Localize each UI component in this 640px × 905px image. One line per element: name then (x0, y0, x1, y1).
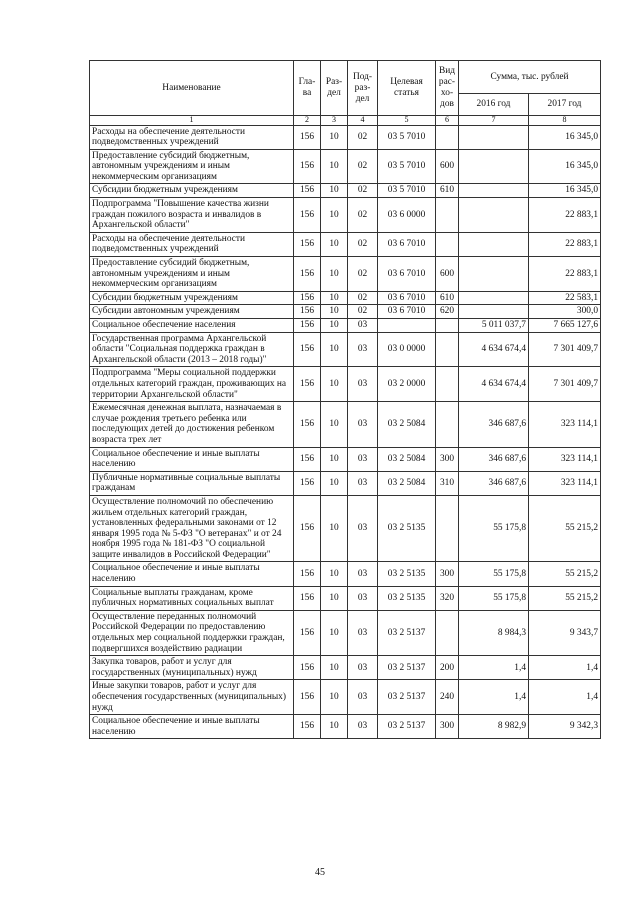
row-name: Осуществление полномочий по обеспечению жильем отдельных категорий граждан, установленных федеральными законами от 12 января 1995 года № 5-ФЗ "О ветеранах" и от 24 ноября 1995 года № 181-ФЗ "О социальной защите инвалидов в Российской Федерации" (90, 495, 294, 562)
row-target-article: 03 2 0000 (378, 367, 436, 402)
header-year-2017: 2017 год (529, 94, 601, 116)
row-razdel: 10 (321, 319, 348, 333)
row-glava: 156 (294, 447, 321, 471)
row-sum-2017: 323 114,1 (529, 471, 601, 495)
row-name: Субсидии бюджетным учреждениям (90, 291, 294, 305)
row-razdel: 10 (321, 367, 348, 402)
table-row (90, 125, 601, 149)
row-glava: 156 (294, 402, 321, 447)
row-name: Ежемесячная денежная выплата, назначаемая в случае рождения третьего ребенка или последующих детей до достижения ребенком возраста трех лет (90, 402, 294, 447)
row-glava: 156 (294, 232, 321, 256)
row-target-article (378, 319, 436, 333)
table-row (90, 257, 601, 292)
row-podrazdel: 03 (348, 680, 378, 715)
row-expense-type (436, 367, 459, 402)
row-glava: 156 (294, 471, 321, 495)
row-target-article: 03 0 0000 (378, 332, 436, 367)
row-expense-type: 600 (436, 149, 459, 184)
header-year-2016: 2016 год (459, 94, 529, 116)
row-name: Расходы на обеспечение деятельности подведомственных учреждений (90, 232, 294, 256)
row-sum-2017: 323 114,1 (529, 402, 601, 447)
row-expense-type: 600 (436, 257, 459, 292)
row-razdel: 10 (321, 447, 348, 471)
row-target-article: 03 2 5137 (378, 715, 436, 739)
column-number: 8 (529, 116, 601, 126)
row-expense-type: 300 (436, 447, 459, 471)
table-row (90, 495, 601, 562)
row-target-article: 03 6 7010 (378, 305, 436, 319)
row-razdel: 10 (321, 680, 348, 715)
row-expense-type: 300 (436, 562, 459, 586)
row-name: Социальное обеспечение и иные выплаты населению (90, 715, 294, 739)
row-name: Осуществление переданных полномочий Российской Федерации по предоставлению отдельных мер социальной поддержки граждан, подвергшихся воздействию радиации (90, 610, 294, 655)
row-razdel: 10 (321, 562, 348, 586)
row-sum-2016: 4 634 674,4 (459, 367, 529, 402)
row-glava: 156 (294, 367, 321, 402)
row-expense-type: 610 (436, 291, 459, 305)
row-glava: 156 (294, 656, 321, 680)
table-row (90, 305, 601, 319)
row-expense-type: 320 (436, 586, 459, 610)
row-expense-type: 620 (436, 305, 459, 319)
row-sum-2016: 8 982,9 (459, 715, 529, 739)
row-razdel: 10 (321, 291, 348, 305)
row-expense-type: 310 (436, 471, 459, 495)
row-expense-type: 300 (436, 715, 459, 739)
row-target-article: 03 5 7010 (378, 184, 436, 198)
row-sum-2017: 22 583,1 (529, 291, 601, 305)
column-number: 5 (378, 116, 436, 126)
row-name: Расходы на обеспечение деятельности подведомственных учреждений (90, 125, 294, 149)
row-name: Субсидии автономным учреждениям (90, 305, 294, 319)
row-sum-2016: 4 634 674,4 (459, 332, 529, 367)
row-sum-2017: 9 343,7 (529, 610, 601, 655)
table-row (90, 656, 601, 680)
row-sum-2017: 16 345,0 (529, 184, 601, 198)
row-target-article: 03 2 5084 (378, 402, 436, 447)
row-name: Социальное обеспечение населения (90, 319, 294, 333)
row-sum-2017: 9 342,3 (529, 715, 601, 739)
column-number: 6 (436, 116, 459, 126)
row-glava: 156 (294, 586, 321, 610)
row-expense-type (436, 495, 459, 562)
row-sum-2016: 1,4 (459, 656, 529, 680)
row-podrazdel: 03 (348, 332, 378, 367)
row-expense-type (436, 198, 459, 233)
row-podrazdel: 03 (348, 367, 378, 402)
table-row (90, 610, 601, 655)
row-podrazdel: 03 (348, 610, 378, 655)
table-row (90, 586, 601, 610)
row-razdel: 10 (321, 495, 348, 562)
row-target-article: 03 6 7010 (378, 291, 436, 305)
column-number: 1 (90, 116, 294, 126)
row-sum-2017: 55 215,2 (529, 586, 601, 610)
row-expense-type (436, 332, 459, 367)
row-razdel: 10 (321, 402, 348, 447)
row-sum-2017: 16 345,0 (529, 149, 601, 184)
header-glava: Гла-ва (294, 61, 321, 116)
row-glava: 156 (294, 184, 321, 198)
table-row (90, 471, 601, 495)
row-sum-2016: 8 984,3 (459, 610, 529, 655)
row-target-article: 03 6 7010 (378, 257, 436, 292)
row-target-article: 03 2 5084 (378, 447, 436, 471)
row-razdel: 10 (321, 232, 348, 256)
table-row (90, 562, 601, 586)
row-target-article: 03 5 7010 (378, 149, 436, 184)
row-razdel: 10 (321, 610, 348, 655)
row-name: Закупка товаров, работ и услуг для государственных (муниципальных) нужд (90, 656, 294, 680)
column-number: 2 (294, 116, 321, 126)
row-name: Иные закупки товаров, работ и услуг для обеспечения государственных (муниципальных) нужд (90, 680, 294, 715)
table-row (90, 715, 601, 739)
column-number: 7 (459, 116, 529, 126)
row-sum-2017: 7 301 409,7 (529, 332, 601, 367)
row-expense-type (436, 125, 459, 149)
table-row (90, 198, 601, 233)
row-target-article: 03 2 5137 (378, 656, 436, 680)
table-row (90, 680, 601, 715)
header-podrazdel: Под-раз-дел (348, 61, 378, 116)
row-razdel: 10 (321, 586, 348, 610)
row-razdel: 10 (321, 125, 348, 149)
row-sum-2016: 55 175,8 (459, 562, 529, 586)
row-podrazdel: 03 (348, 656, 378, 680)
row-razdel: 10 (321, 715, 348, 739)
row-expense-type: 200 (436, 656, 459, 680)
table-row (90, 367, 601, 402)
header-target: Целевая статья (378, 61, 436, 116)
row-podrazdel: 03 (348, 319, 378, 333)
row-sum-2017: 1,4 (529, 656, 601, 680)
row-razdel: 10 (321, 305, 348, 319)
row-podrazdel: 02 (348, 184, 378, 198)
row-glava: 156 (294, 125, 321, 149)
table-row (90, 447, 601, 471)
row-podrazdel: 03 (348, 402, 378, 447)
row-razdel: 10 (321, 198, 348, 233)
row-sum-2016 (459, 198, 529, 233)
row-sum-2016: 346 687,6 (459, 471, 529, 495)
row-glava: 156 (294, 562, 321, 586)
row-target-article: 03 2 5137 (378, 610, 436, 655)
row-glava: 156 (294, 305, 321, 319)
row-sum-2017: 7 665 127,6 (529, 319, 601, 333)
row-podrazdel: 02 (348, 305, 378, 319)
row-name: Публичные нормативные социальные выплаты гражданам (90, 471, 294, 495)
row-target-article: 03 6 0000 (378, 198, 436, 233)
row-razdel: 10 (321, 656, 348, 680)
row-glava: 156 (294, 291, 321, 305)
header-row (90, 61, 601, 94)
row-target-article: 03 5 7010 (378, 125, 436, 149)
row-podrazdel: 02 (348, 232, 378, 256)
row-target-article: 03 2 5137 (378, 680, 436, 715)
row-sum-2016 (459, 184, 529, 198)
row-glava: 156 (294, 680, 321, 715)
table-row (90, 149, 601, 184)
header-vid: Вид рас-хо-дов (436, 61, 459, 116)
row-podrazdel: 03 (348, 495, 378, 562)
row-target-article: 03 2 5135 (378, 562, 436, 586)
row-sum-2016 (459, 232, 529, 256)
column-numbers-row (90, 116, 601, 126)
row-sum-2016 (459, 257, 529, 292)
row-sum-2017: 300,0 (529, 305, 601, 319)
row-glava: 156 (294, 332, 321, 367)
row-name: Предоставление субсидий бюджетным, автономным учреждениям и иным некоммерческим организациям (90, 149, 294, 184)
row-sum-2017: 22 883,1 (529, 232, 601, 256)
row-razdel: 10 (321, 332, 348, 367)
row-podrazdel: 02 (348, 291, 378, 305)
row-sum-2017: 16 345,0 (529, 125, 601, 149)
column-number: 4 (348, 116, 378, 126)
row-sum-2016: 346 687,6 (459, 402, 529, 447)
row-name: Подпрограмма "Повышение качества жизни граждан пожилого возраста и инвалидов в Архангельской области" (90, 198, 294, 233)
row-sum-2017: 7 301 409,7 (529, 367, 601, 402)
row-glava: 156 (294, 610, 321, 655)
row-podrazdel: 03 (348, 715, 378, 739)
budget-table (89, 60, 601, 739)
header-name: Наименование (90, 61, 294, 116)
row-podrazdel: 02 (348, 125, 378, 149)
table-row (90, 402, 601, 447)
table-row (90, 332, 601, 367)
row-glava: 156 (294, 149, 321, 184)
row-expense-type: 240 (436, 680, 459, 715)
row-sum-2017: 22 883,1 (529, 257, 601, 292)
row-name: Предоставление субсидий бюджетным, автономным учреждениям и иным некоммерческим организациям (90, 257, 294, 292)
row-glava: 156 (294, 198, 321, 233)
row-sum-2016 (459, 291, 529, 305)
row-razdel: 10 (321, 149, 348, 184)
row-podrazdel: 03 (348, 447, 378, 471)
table-row (90, 319, 601, 333)
row-razdel: 10 (321, 257, 348, 292)
row-sum-2016 (459, 125, 529, 149)
header-sum: Сумма, тыс. рублей (459, 61, 601, 94)
row-target-article: 03 2 5084 (378, 471, 436, 495)
row-sum-2016: 5 011 037,7 (459, 319, 529, 333)
column-number: 3 (321, 116, 348, 126)
row-expense-type (436, 319, 459, 333)
row-podrazdel: 03 (348, 471, 378, 495)
row-sum-2016 (459, 305, 529, 319)
row-sum-2017: 22 883,1 (529, 198, 601, 233)
row-sum-2016: 55 175,8 (459, 586, 529, 610)
row-sum-2016: 55 175,8 (459, 495, 529, 562)
row-expense-type (436, 232, 459, 256)
table-row (90, 232, 601, 256)
table-row (90, 184, 601, 198)
table-body (90, 116, 601, 739)
row-podrazdel: 02 (348, 198, 378, 233)
row-podrazdel: 02 (348, 257, 378, 292)
row-sum-2017: 55 215,2 (529, 562, 601, 586)
row-glava: 156 (294, 495, 321, 562)
row-expense-type (436, 610, 459, 655)
row-name: Подпрограмма "Меры социальной поддержки отдельных категорий граждан, проживающих на территории Архангельской области" (90, 367, 294, 402)
row-podrazdel: 03 (348, 586, 378, 610)
row-glava: 156 (294, 715, 321, 739)
row-target-article: 03 2 5135 (378, 586, 436, 610)
row-sum-2016: 1,4 (459, 680, 529, 715)
row-glava: 156 (294, 319, 321, 333)
row-sum-2016: 346 687,6 (459, 447, 529, 471)
row-razdel: 10 (321, 184, 348, 198)
row-name: Социальное обеспечение и иные выплаты населению (90, 447, 294, 471)
row-glava: 156 (294, 257, 321, 292)
row-target-article: 03 2 5135 (378, 495, 436, 562)
row-sum-2017: 55 215,2 (529, 495, 601, 562)
row-target-article: 03 6 7010 (378, 232, 436, 256)
row-podrazdel: 02 (348, 149, 378, 184)
row-sum-2017: 323 114,1 (529, 447, 601, 471)
table-row (90, 291, 601, 305)
row-razdel: 10 (321, 471, 348, 495)
page-number: 45 (315, 867, 325, 878)
header-razdel: Раз-дел (321, 61, 348, 116)
row-name: Субсидии бюджетным учреждениям (90, 184, 294, 198)
row-expense-type (436, 402, 459, 447)
row-sum-2017: 1,4 (529, 680, 601, 715)
row-expense-type: 610 (436, 184, 459, 198)
row-name: Государственная программа Архангельской области "Социальная поддержка граждан в Архангельской области (2013 – 2018 годы)" (90, 332, 294, 367)
row-name: Социальное обеспечение и иные выплаты населению (90, 562, 294, 586)
row-name: Социальные выплаты гражданам, кроме публичных нормативных социальных выплат (90, 586, 294, 610)
row-podrazdel: 03 (348, 562, 378, 586)
row-sum-2016 (459, 149, 529, 184)
